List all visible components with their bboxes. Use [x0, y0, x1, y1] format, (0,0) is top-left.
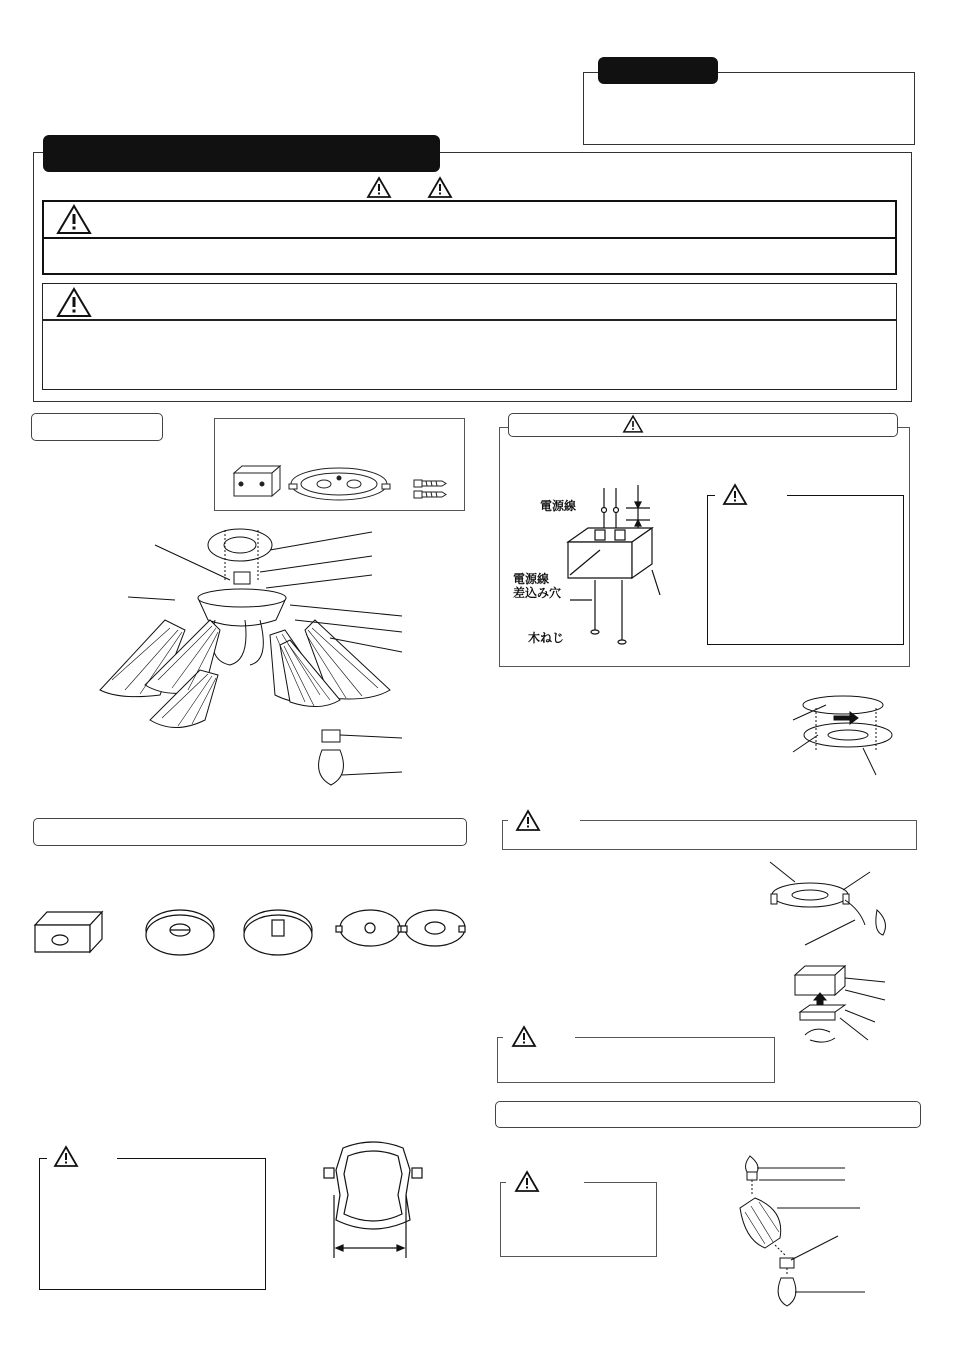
caution-bar-right-topline	[580, 820, 917, 821]
parts-heading-pill	[31, 413, 163, 441]
caution-box-right-lower	[497, 1037, 775, 1083]
caution-frame-install	[707, 495, 904, 645]
warning-icon	[515, 1171, 539, 1192]
warning-icon	[428, 177, 452, 198]
adapter-box-icon	[234, 466, 280, 496]
fixture-plate-icon-2	[401, 910, 465, 946]
ceiling-plate-wiring-diagram	[765, 860, 905, 950]
label-power-wire: 電源線	[540, 499, 577, 513]
warning-icon	[367, 177, 391, 198]
label-wire-insert-hole-1: 電源線	[513, 572, 550, 586]
label-wire-insert-hole-2: 差込み穴	[513, 586, 562, 600]
warning-icon	[723, 484, 747, 505]
warning-icon	[57, 205, 91, 234]
caution-bar-right	[502, 820, 917, 850]
warning-icon	[512, 1026, 536, 1047]
chandelier-illustration	[90, 520, 410, 800]
fixtures-heading-pill	[33, 818, 467, 846]
fixture-round-icon-1	[146, 910, 214, 955]
warning-block-2	[42, 283, 897, 390]
fixture-box-icon	[35, 912, 102, 952]
caution-frame-bottom-left	[39, 1158, 266, 1290]
fixture-round-icon-2	[244, 910, 312, 955]
plate-attach-diagram	[788, 690, 898, 780]
warning-icon	[57, 288, 91, 317]
screw-icon	[414, 480, 446, 498]
ceiling-fixture-types	[30, 890, 470, 970]
warning-block-2-divider	[42, 319, 897, 321]
warning-icon	[54, 1146, 78, 1167]
safety-title-bar	[43, 135, 440, 172]
mounting-plate-icon	[289, 468, 390, 500]
label-wood-screw: 木ねじ	[528, 631, 565, 645]
ring-dimension-illustration	[318, 1140, 428, 1260]
install-heading-pill	[508, 413, 898, 437]
accessories-illustration	[214, 418, 465, 511]
fixture-plate-icon-1	[336, 910, 404, 946]
warning-icon	[516, 810, 540, 831]
caution-box-bottom-right	[500, 1182, 657, 1257]
adapter-box-diagram	[790, 960, 890, 1050]
warning-block-1-divider	[42, 237, 897, 239]
bulb-heading-pill	[495, 1101, 921, 1128]
shade-bulb-exploded-diagram	[735, 1150, 875, 1320]
top-note-tab	[598, 57, 718, 84]
warning-icon	[623, 415, 643, 433]
